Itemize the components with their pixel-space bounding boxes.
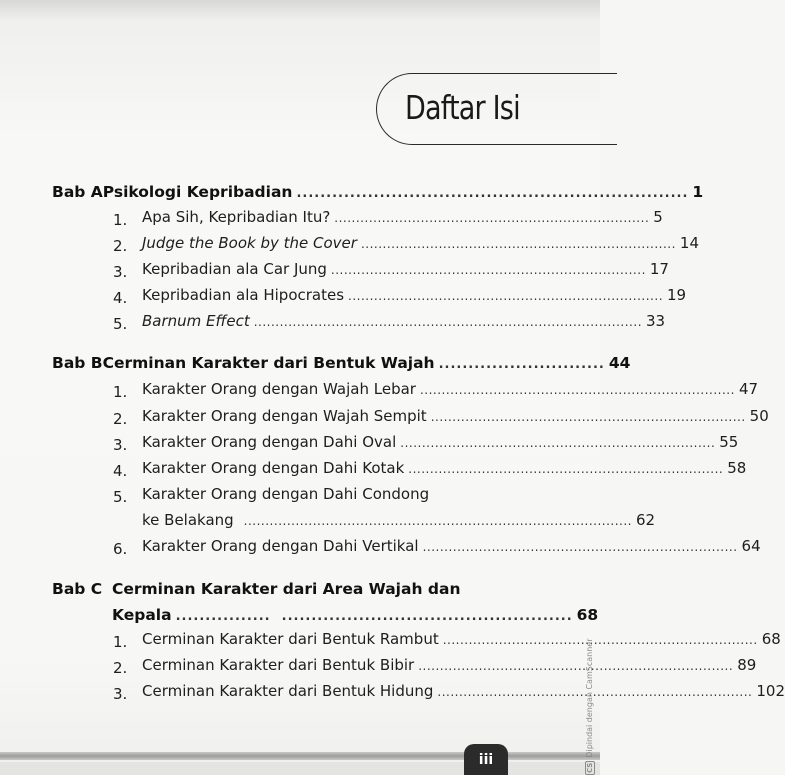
toc-chapter-a[interactable]	[52, 183, 704, 207]
toc-entry[interactable]	[142, 260, 669, 284]
toc-chapter-c[interactable]	[52, 580, 499, 604]
dot-leader: ..................................................................	[296, 186, 689, 201]
chapter-prefix: Bab A	[52, 183, 103, 201]
chapter-prefix: Bab C	[52, 580, 103, 598]
dot-leader: .........................................................................	[418, 659, 734, 673]
dot-leader: .........................................................................	[437, 685, 753, 699]
toc-entry[interactable]	[142, 537, 761, 561]
toc-entry-first-line[interactable]	[142, 485, 499, 509]
entry-label: Barnum Effect	[142, 312, 250, 330]
dot-leader: .........................................................................	[330, 263, 646, 277]
page-ref: 89	[737, 656, 757, 674]
page-title: Daftar Isi	[405, 88, 520, 127]
toc-entry[interactable]	[142, 656, 757, 680]
dot-leader: .........................................................................	[334, 211, 650, 225]
dot-leader: .........................................................................	[348, 289, 664, 303]
entry-label: Karakter Orang dengan Dahi Oval	[142, 433, 397, 451]
toc-entry[interactable]	[142, 407, 769, 431]
page-number: iii	[478, 752, 494, 768]
dot-leader: .........................................................................	[422, 540, 738, 554]
page-ref: 44	[608, 354, 631, 372]
item-number: 1.	[113, 211, 128, 229]
entry-label: Judge the Book by the Cover	[142, 234, 357, 252]
page-ref: 14	[679, 234, 699, 252]
toc-entry[interactable]	[142, 234, 699, 258]
page-ref: 47	[738, 380, 759, 398]
item-number: 4.	[113, 289, 128, 307]
entry-label: Cerminan Karakter dari Bentuk Hidung	[142, 682, 434, 700]
toc-entry[interactable]	[142, 312, 666, 336]
dot-leader: .........................................................................	[419, 383, 735, 397]
item-number: 3.	[113, 685, 128, 703]
toc-entry[interactable]	[142, 630, 781, 654]
dot-leader: ............................	[438, 357, 605, 372]
chapter-title: Cerminan Karakter dari Area Wajah dan	[112, 580, 461, 598]
entry-label-continued: ke Belakang	[142, 511, 234, 529]
page-ref: 1	[692, 183, 704, 201]
entry-label: Karakter Orang dengan Dahi Kotak	[142, 459, 405, 477]
dot-leader: .........................................................................	[400, 436, 716, 450]
page-ref: 64	[741, 537, 761, 555]
dot-leader: .........................................................................	[360, 237, 676, 251]
page-ref: 68	[576, 606, 599, 624]
entry-label: Apa Sih, Kepribadian Itu?	[142, 208, 331, 226]
item-number: 2.	[113, 237, 128, 255]
dot-leader: ..........................................................................................	[243, 514, 632, 528]
page-ref: 62	[635, 511, 656, 529]
page-ref: 19	[667, 286, 687, 304]
item-number: 2.	[113, 659, 128, 677]
item-number: 3.	[113, 263, 128, 281]
item-number: 5.	[113, 488, 128, 506]
chapter-title: Psikologi Kepribadian	[102, 183, 293, 201]
item-number: 4.	[113, 462, 128, 480]
scanner-watermark	[585, 555, 595, 775]
toc-entry[interactable]	[142, 459, 747, 483]
toc-entry[interactable]	[142, 208, 663, 232]
chapter-prefix: Bab B	[52, 354, 103, 372]
item-number: 1.	[113, 633, 128, 651]
dot-leader: .........................................................................	[430, 410, 746, 424]
dot-leader: .........................................................................	[408, 462, 724, 476]
entry-label: Karakter Orang dengan Wajah Sempit	[142, 407, 427, 425]
item-number: 2.	[113, 410, 128, 428]
watermark-text: Dipindai dengan CamScanner	[585, 638, 594, 758]
dot-leader: ................ .................................................	[175, 609, 573, 624]
item-number: 6.	[113, 540, 128, 558]
page-ref: 17	[649, 260, 669, 278]
toc-entry-continuation[interactable]	[142, 511, 656, 535]
dot-leader: ..........................................................................................	[253, 315, 643, 329]
entry-label: Cerminan Karakter dari Bentuk Rambut	[142, 630, 439, 648]
entry-label: Karakter Orang dengan Wajah Lebar	[142, 380, 416, 398]
page-ref: 102	[756, 682, 785, 700]
page-ref: 55	[719, 433, 739, 451]
camscanner-logo-icon: CS	[586, 762, 594, 773]
entry-label: Kepribadian ala Car Jung	[142, 260, 327, 278]
chapter-title: Cerminan Karakter dari Bentuk Wajah	[102, 354, 435, 372]
entry-label: Kepribadian ala Hipocrates	[142, 286, 345, 304]
item-number: 1.	[113, 383, 128, 401]
entry-label: Karakter Orang dengan Dahi Vertikal	[142, 537, 419, 555]
toc-entry[interactable]	[142, 286, 687, 310]
toc-chapter-b[interactable]	[52, 354, 631, 378]
entry-label: Cerminan Karakter dari Bentuk Bibir	[142, 656, 415, 674]
toc-entry[interactable]	[142, 682, 785, 706]
footer-rule	[0, 752, 600, 760]
item-number: 3.	[113, 436, 128, 454]
entry-label: Karakter Orang dengan Dahi Condong	[142, 485, 430, 503]
page-ref: 68	[761, 630, 781, 648]
toc-entry[interactable]	[142, 433, 739, 457]
page-ref: 5	[653, 208, 663, 226]
page-ref: 50	[749, 407, 769, 425]
chapter-title-continued: Kepala	[112, 606, 172, 624]
page-ref: 33	[646, 312, 666, 330]
item-number: 5.	[113, 315, 128, 333]
footer-band	[0, 762, 600, 775]
dot-leader: .........................................................................	[442, 633, 758, 647]
page-ref: 58	[727, 459, 747, 477]
toc-chapter-c-continuation[interactable]	[112, 606, 599, 630]
toc-entry[interactable]	[142, 380, 759, 404]
